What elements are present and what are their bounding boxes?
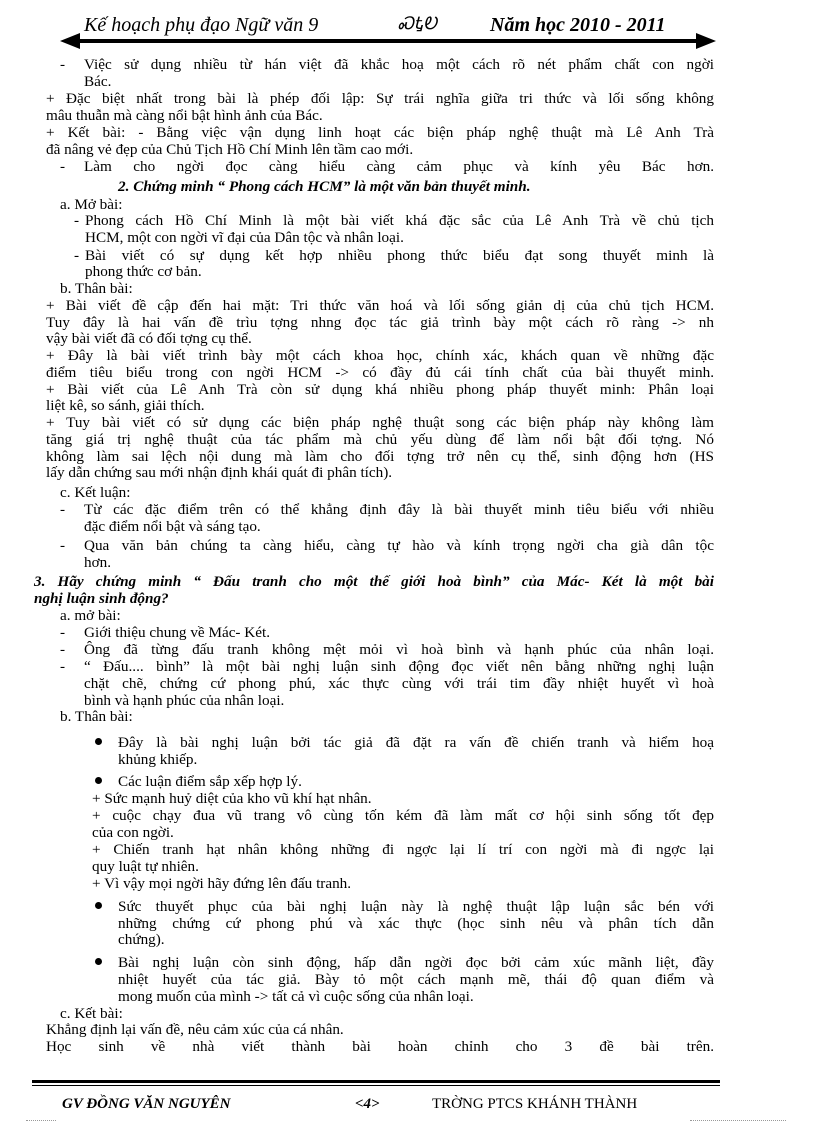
bullet-icon: [95, 958, 102, 965]
text-line: lấy dẫn chứng sau mới nhận định khái quát đi phân tích).: [46, 464, 393, 481]
footer-dots-right: [690, 1120, 786, 1122]
bullet-icon: [95, 738, 102, 745]
text-line: + cuộc chạy đua vũ trang vô cùng tốn kém đã làm mất cơ hội sinh sống tốt đẹp: [92, 807, 714, 824]
text-line: hơn.: [84, 554, 112, 571]
section-heading: 3. Hãy chứng minh “ Đấu tranh cho một thế giới hoà bình” của Mác- Két là một bài: [34, 573, 714, 590]
dash-marker: -: [60, 158, 66, 175]
text-line: Việc sử dụng nhiều từ hán việt đã khắc hoạ một cách rõ nét phẩm chất con ngời: [84, 56, 714, 73]
text-line: Giới thiệu chung về Mác- Két.: [84, 624, 271, 641]
text-line: vậy bài viết đã có đối tợng cụ thể.: [46, 330, 252, 347]
text-line: Sức thuyết phục của bài nghị luận này là nghệ thuật lập luận sắc bén với: [118, 898, 714, 915]
text-line: chặt chẽ, chứng cứ phong phú, xác thực cùng với trái tim đầy nhiệt huyết vì hoà: [84, 675, 714, 692]
text-line: Học sinh về nhà viết thành bài hoàn chỉnh cho 3 đề bài trên.: [46, 1038, 714, 1055]
text-line: Bài nghị luận còn sinh động, hấp dẫn ngời đọc bởi cảm xúc mãnh liệt, đầy: [118, 954, 714, 971]
subsection-label: c. Kết luận:: [60, 484, 131, 501]
text-line: nhiệt huyết của tác giả. Bày tỏ một cách mạnh mẽ, thái độ quan điểm và: [118, 971, 714, 988]
header-left-title: Kế hoạch phụ đạo Ngữ văn 9: [84, 14, 319, 36]
text-line: + Đặc biệt nhất trong bài là phép đối lập: Sự trái nghĩa giữa tri thức và lối sống không: [46, 90, 714, 107]
footer-dots-left: [26, 1120, 56, 1122]
bullet-icon: [95, 902, 102, 909]
section-heading: nghị luận sinh động?: [34, 590, 169, 607]
text-line: khủng khiếp.: [118, 751, 198, 768]
text-line: Phong cách Hồ Chí Minh là một bài viết khá đặc sắc của Lê Anh Trà về chủ tịch: [85, 212, 714, 229]
text-line: mong muốn của mình -> tất cả vì cuộc sống của nhân loại.: [118, 988, 474, 1005]
footer-teacher: GV ĐỒNG VĂN NGUYÊN: [62, 1096, 231, 1112]
subsection-label: a. mở bài:: [60, 607, 121, 624]
dash-marker: -: [60, 501, 66, 518]
text-line: mâu thuẫn mà càng nổi bật hình ảnh của Bác.: [46, 107, 323, 124]
text-line: Từ các đặc điểm trên có thể khẳng định đây là bài thuyết minh tiêu biểu với nhiều: [84, 501, 714, 518]
dash-marker: -: [74, 212, 80, 229]
subsection-label: b. Thân bài:: [60, 280, 133, 297]
dash-marker: -: [60, 641, 66, 658]
text-line: đã nâng vẻ đẹp của Chủ Tịch Hồ Chí Minh lên tầm cao mới.: [46, 141, 414, 158]
subsection-label: c. Kết bài:: [60, 1005, 123, 1022]
text-line: của con ngời.: [92, 824, 174, 841]
text-line: Làm cho ngời đọc càng hiểu càng cảm phục và kính yêu Bác hơn.: [84, 158, 714, 175]
text-line: đặc điểm nổi bật và sáng tạo.: [84, 518, 261, 535]
text-line: Các luận điểm sắp xếp hợp lý.: [118, 773, 302, 790]
text-line: “ Đấu.... bình” là một bài nghị luận sinh động đọc viết nên bằng những nghị luận: [84, 658, 714, 675]
bullet-icon: [95, 777, 102, 784]
subsection-label: a. Mở bài:: [60, 196, 123, 213]
dash-marker: -: [60, 537, 66, 554]
text-line: quy luật tự nhiên.: [92, 858, 199, 875]
dash-marker: -: [60, 658, 66, 675]
text-line: + Kết bài: - Bằng việc vận dụng linh hoạt các biện pháp nghệ thuật mà Lê Anh Trà: [46, 124, 714, 141]
text-line: Ông đã từng đấu tranh không mệt mỏi vì hoà bình và hạnh phúc của nhân loại.: [84, 641, 714, 658]
text-line: liệt kê, so sánh, giải thích.: [46, 397, 205, 414]
text-line: không làm sai lệch nội dung mà làm cho đối tợng trở nên cụ thể, sinh động hơn (HS: [46, 448, 714, 465]
text-line: Tuy đây là hai vấn đề trìu tợng nhng đọc tác giả trình bày một cách rõ ràng -> nh: [46, 314, 714, 331]
subsection-label: b. Thân bài:: [60, 708, 133, 725]
footer-rule-thick: [32, 1080, 720, 1083]
text-line: chứng).: [118, 931, 165, 948]
text-line: + Bài viết của Lê Anh Trà còn sử dụng khá nhiều phong pháp thuyết minh: Phân loại: [46, 381, 714, 398]
text-line: Bác.: [84, 73, 112, 90]
header-ornament: ᏍᎿᎧ: [398, 14, 437, 33]
text-line: điểm tiêu biểu trong con ngời HCM -> có đầy đủ cái tính chất của bài thuyết minh.: [46, 364, 714, 381]
text-line: tăng giá trị nghệ thuật của tác phẩm mà chủ yếu dùng để làm nổi bật đối tợng. Nó: [46, 431, 714, 448]
text-line: Đây là bài nghị luận bởi tác giả đã đặt ra vấn đề chiến tranh và hiểm hoạ: [118, 734, 714, 751]
footer-page-number: <4>: [355, 1096, 380, 1112]
text-line: + Tuy bài viết có sử dụng các biện pháp nghệ thuật song các biện pháp này không làm: [46, 414, 714, 431]
page-footer: [0, 1080, 816, 1123]
text-line: Qua văn bản chúng ta càng hiểu, càng tự hào và kính trọng ngời cha già dân tộc: [84, 537, 714, 554]
text-line: Bài viết có sự dụng kết hợp nhiều phong thức biểu đạt song thuyết minh là: [85, 247, 714, 264]
text-line: + Bài viết đề cập đến hai mặt: Tri thức văn hoá và lối sống giản dị của chủ tịch HCM.: [46, 297, 714, 314]
text-line: phong thức cơ bản.: [85, 263, 202, 280]
text-line: + Sức mạnh huỷ diệt của kho vũ khí hạt nhân.: [92, 790, 372, 807]
text-line: + Chiến tranh hạt nhân không những đi ngợc lại lí trí con ngời mà đi ngợc lại: [92, 841, 714, 858]
text-line: bình và hạnh phúc của nhân loại.: [84, 692, 285, 709]
dash-marker: -: [74, 247, 80, 264]
page-header: [0, 0, 816, 60]
text-line: HCM, một con ngời vĩ đại của Dân tộc và nhân loại.: [85, 229, 404, 246]
dash-marker: -: [60, 56, 66, 73]
text-line: những chứng cứ phong phú và xác thực (học sinh nêu và phân tích dẫn: [118, 915, 714, 932]
text-line: + Vì vậy mọi ngời hãy đứng lên đấu tranh.: [92, 875, 352, 892]
section-heading: 2. Chứng minh “ Phong cách HCM” là một văn bản thuyết minh.: [118, 178, 531, 195]
dash-marker: -: [60, 624, 66, 641]
footer-school: TRỜNG PTCS KHÁNH THÀNH: [432, 1096, 638, 1112]
header-right-title: Năm học 2010 - 2011: [490, 14, 666, 36]
text-line: + Đây là bài viết trình bày một cách khoa học, chính xác, khách quan về những đặc: [46, 347, 714, 364]
footer-rule-thin: [32, 1085, 720, 1086]
text-line: Khẳng định lại vấn đề, nêu cảm xúc của cá nhân.: [46, 1021, 344, 1038]
